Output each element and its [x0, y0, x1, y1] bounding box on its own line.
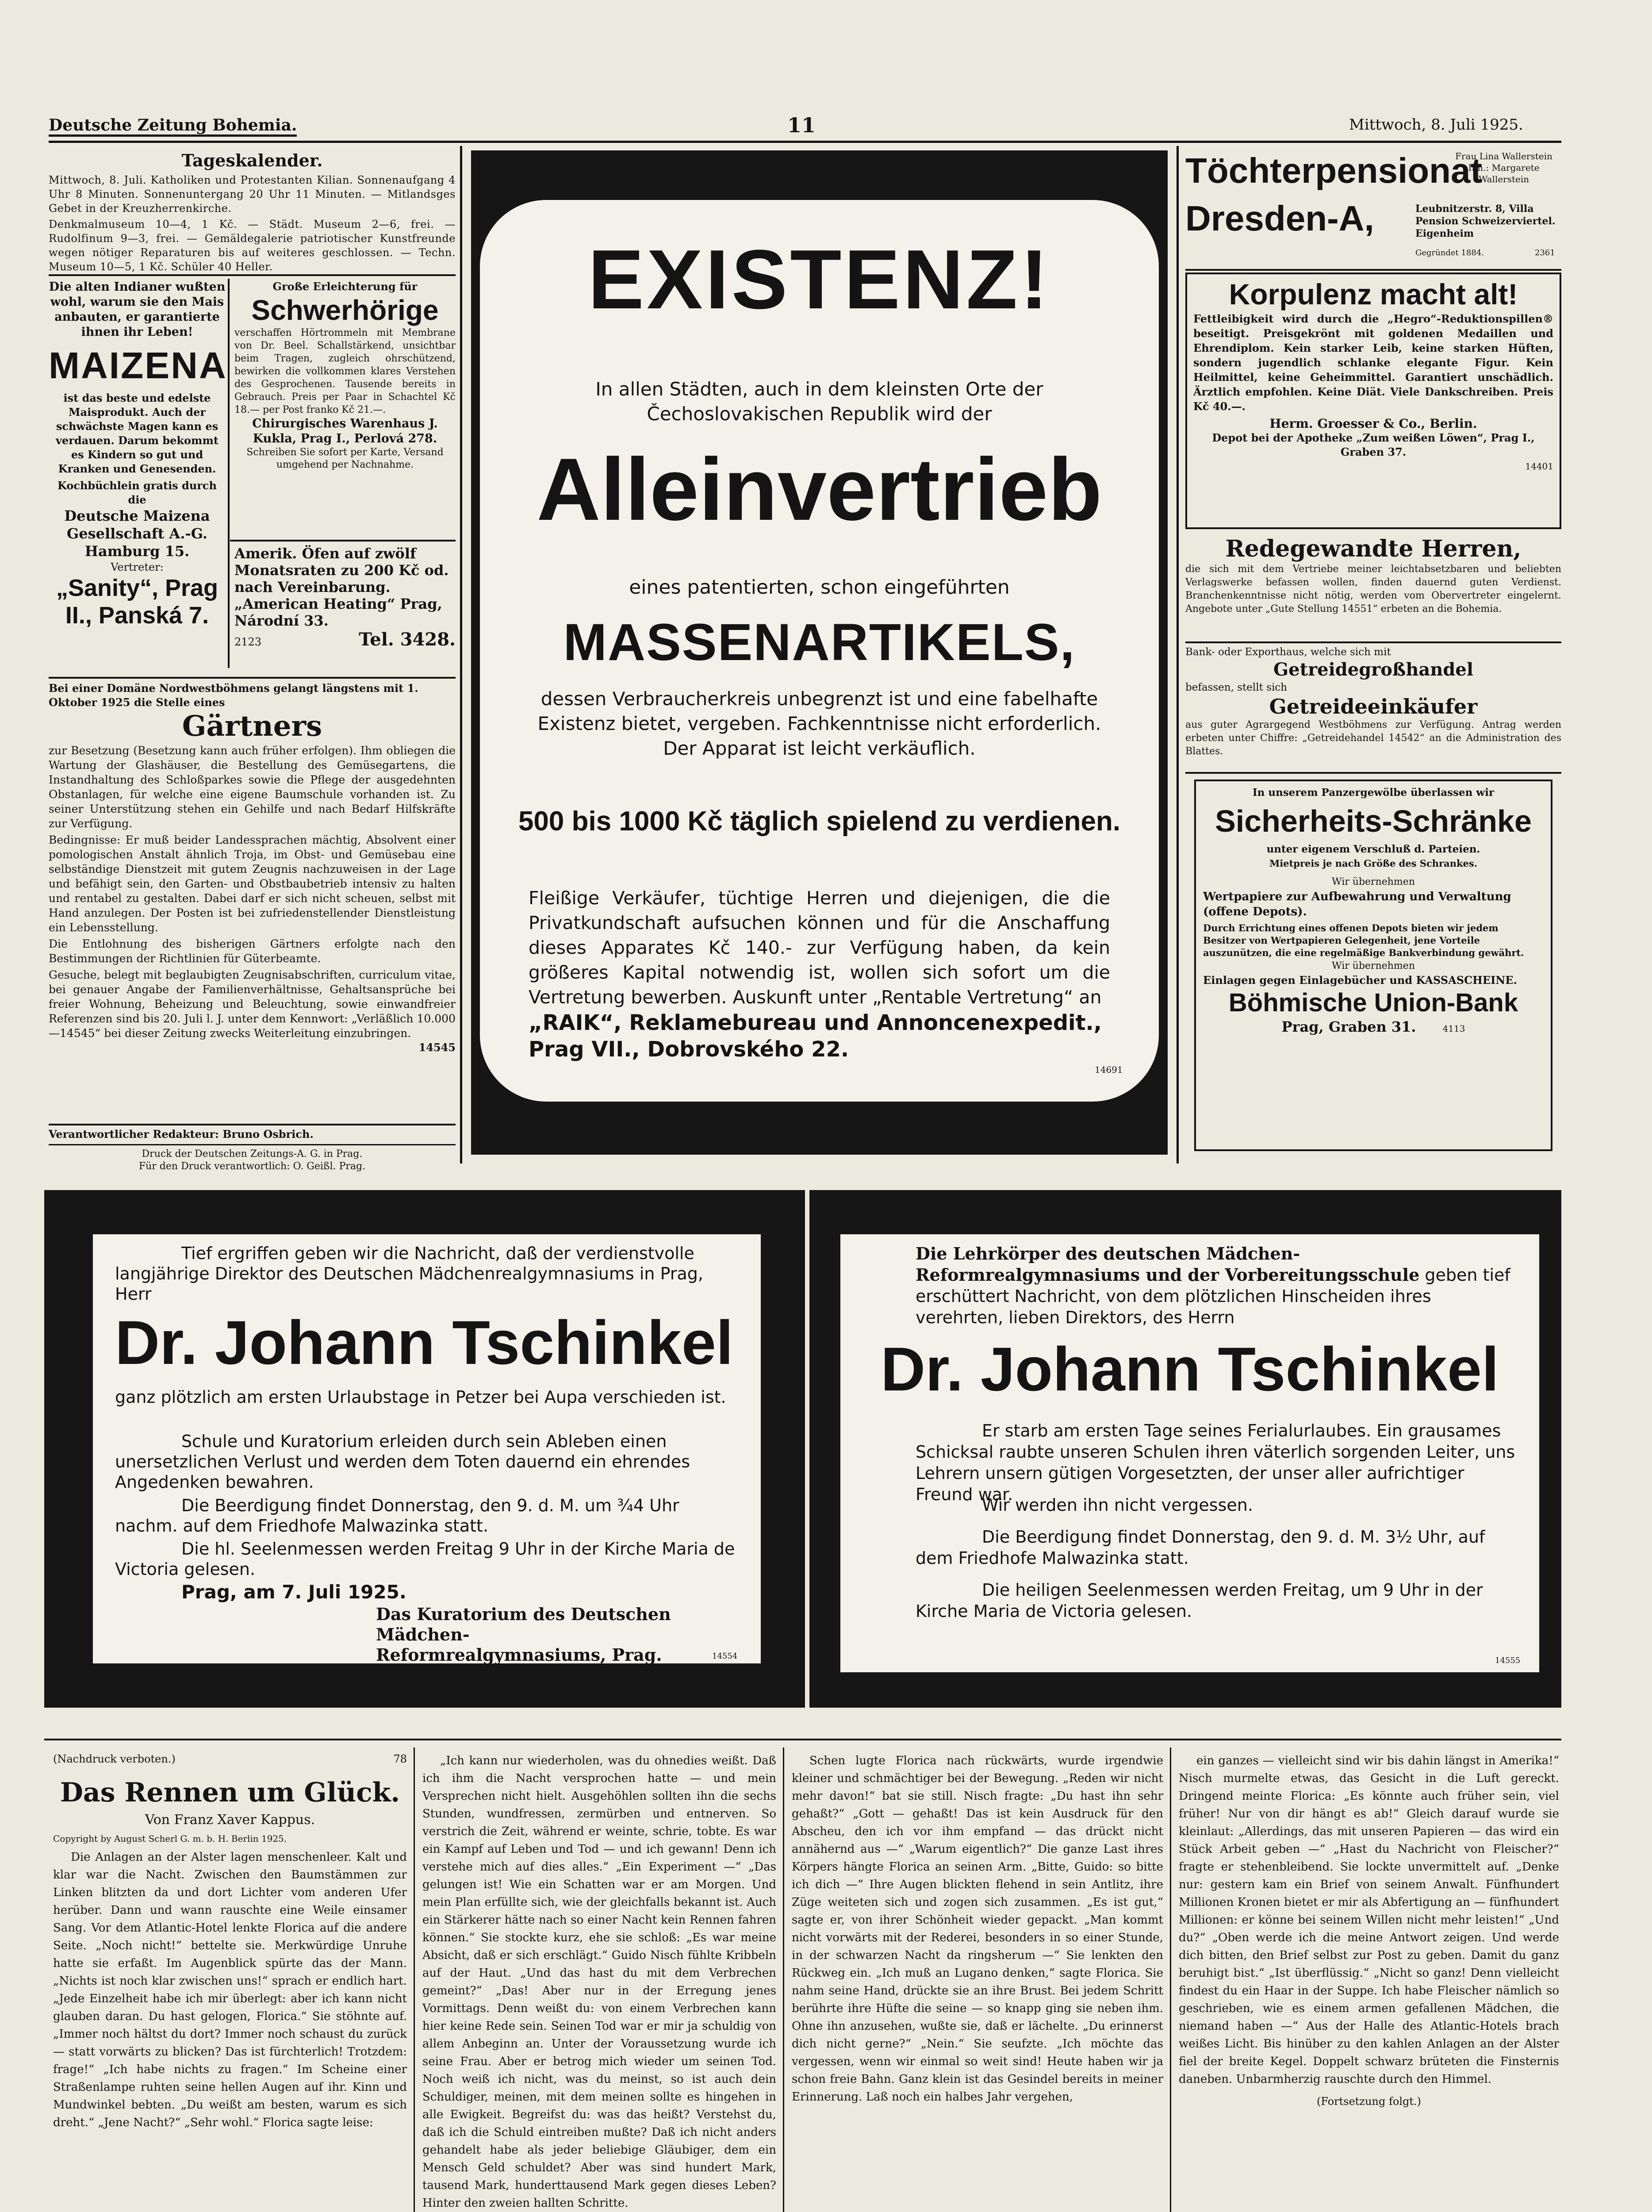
- heating-ad: [234, 545, 456, 650]
- imprint: [49, 1127, 456, 1173]
- existenz-headline: Alleinvertrieb: [537, 440, 1102, 539]
- existenz-earnings: 500 bis 1000 Kč täglich spielend zu verdienen.: [518, 806, 1121, 837]
- imprint-printer: Druck der Deutschen Zeitungs-A. G. in Prag.: [142, 1148, 363, 1160]
- maizena-vertreter: „Sanity“, Prag II., Panská 7.: [56, 575, 218, 629]
- tageskalender-title: Tageskalender.: [181, 150, 323, 170]
- schraenke-we2: Wir übernehmen: [1332, 960, 1415, 972]
- schraenke-ad: [1194, 780, 1552, 1151]
- heating-code: 2123: [234, 636, 262, 648]
- maizena-brand: MAIZENA: [49, 345, 227, 386]
- obituary-1: [93, 1234, 761, 1663]
- korpulenz-company: Herm. Groesser & Co., Berlin.: [1269, 416, 1477, 431]
- korpulenz-depot: Depot bei der Apotheke „Zum weißen Löwen“, Prag I., Graben 37.: [1212, 431, 1535, 458]
- maizena-text: ist das beste und edelste Maisprodukt. Auch der schwächste Magen kann es verdauen. Darum bekommt es Kindern so gut und Kranken und Genesenden.: [56, 392, 218, 475]
- heating-tel: Tel. 3428.: [359, 629, 456, 650]
- schraenke-text: Durch Errichtung eines offenen Depots bieten wir jedem Besitzer von Wertpapieren Gelegenheit, jene Vorteile auszunützen, die eine regelmäßige Bankverbindung gewährt.: [1203, 922, 1524, 958]
- existenz-p4: Fleißige Verkäufer, tüchtige Herren und diejenigen, die die Privatkundschaft aufsuchen können und für die Anschaffung dieses Apparates Kč 140.- zur Verfügung haben, da kein größeres Kapital notwendig ist, wollen sich sofort um die Vertretung bewerben. Auskunft unter „Rentable Vertretung“ an: [529, 887, 1110, 1008]
- obituary-1-p1: Tief ergriffen geben wir die Nachricht, daß der verdienstvolle langjährige Direktor des Deutschen Mädchenrealgymnasiums in Prag, Herr: [115, 1244, 703, 1304]
- gaertner-code: 14545: [418, 1041, 456, 1054]
- obituary-2-p4: Die Beerdigung findet Donnerstag, den 9. d. M. 3½ Uhr, auf dem Friedhofe Malwazinka statt.: [916, 1527, 1485, 1568]
- tageskalender-museums: Denkmalmuseum 10—4, 1 Kč. — Städt. Museum 2—6, frei. — Rudolfinum 9—3, frei. — Gemäldegalerie patriotischer Kunstfreunde wegen nötiger Reparaturen bis auf weiteres geschlossen. — Techn. Museum 10—5, 1 Kč. Schüler 40 Heller.: [49, 218, 456, 273]
- obituary-2-p5: Die heiligen Seelenmessen werden Freitag, um 9 Uhr in der Kirche Maria de Victoria gelesen.: [916, 1580, 1483, 1621]
- schraenke-address: Prag, Graben 31.: [1281, 1018, 1416, 1035]
- obituary-2-p2: Er starb am ersten Tage seines Ferialurlaubes. Ein grausames Schicksal raubte unseren Schulen ihren väterlich sorgenden Leiter, uns Lehrern unsern gütigen Vorgesetzten, der unser aller aufrichtiger Freund war.: [916, 1421, 1515, 1504]
- schwerhoerige-note: Schreiben Sie sofort per Karte, Versand umgehend per Nachnahme.: [246, 447, 444, 470]
- obituary-1-name: Dr. Johann Tschinkel: [115, 1308, 733, 1377]
- toechter-address: Leubnitzerstr. 8, Villa Pension Schweizerviertel. Eigenheim: [1415, 203, 1556, 239]
- obituary-1-p2: ganz plötzlich am ersten Urlaubstage in Petzer bei Aupa verschieden ist.: [115, 1387, 726, 1407]
- story-continuation: (Fortsetzung folgt.): [1317, 2095, 1421, 2108]
- existenz-p2: eines patentierten, schon eingeführten: [629, 576, 1010, 599]
- story-note: (Nachdruck verboten.): [53, 1753, 176, 1765]
- story-text-4: ein ganzes — vielleicht sind wir bis dahin längst in Amerika!“ Nisch murmelte etwas, das Gesicht in die Luft gereckt. Dringend meinte Florica: „Es könnte auch früher sein, viel früher! Nur von dir hängt es ab!“ Gleich darauf wurde sie kleinlaut: „Allerdings, das mit unseren Papieren — das wird ein Stück Arbeit geben —“ „Hast du Nachricht von Fleischer?“ fragte er stehenbleibend. Sie lockte unvermittelt auf. „Denke nur: gestern kam ein Brief von seinem Anwalt. Fünfhundert Millionen Kronen bietet er mir als Abfertigung an — fünfhundert Millionen: er könne bei seinem Willen nicht mehr leisten!“ „Und du?“ „Oben werde ich die meine Antwort zeigen. Und werde dich bitten, den Brief selbst zur Post zu geben. Damit du ganz beruhigt bist.“ „Ist überflüssig.“ „Nicht so ganz! Denn vielleicht findest du ein Haar in der Suppe. Ich habe Fleischer nämlich so geschrieben, wie es einem armen gefallenen Mädchen, die niemand haben —“ Aus der Halle des Atlantic-Hotels brach weißes Licht. Bis hinüber zu den kahlen Anlagen an der Alster fiel der breite Kegel. Doppelt schwarz brüteten die Finsternis daneben. Unbarmherzig rauschte durch den Himmel.: [1179, 1754, 1559, 2086]
- story-text-3: Schen lugte Florica nach rückwärts, wurde irgendwie kleiner und schmächtiger bei der Bewegung. „Reden wir nicht mehr davon!“ bat sie still. Nisch fragte: „Du hast ihn sehr gehaßt?“ „Gott — gehaßt! Das ist kein Ausdruck für den Abscheu, den ich vor ihm empfand — das drückt nicht annähernd aus —“ „Warum eigentlich?“ Die ganze Last ihres Körpers hängte Florica an seinen Arm. „Bitte, Guido: so bitte ich dich —“ Ihre Augen blickten flehend in sein Antlitz, ihre Züge weiteten sich und zogen sich zusammen. „Es ist gut,“ sagte er, von ihrer Schönheit wieder gepackt. „Man kommt nicht vorwärts mit der Rederei, besonders in so einer Stunde, in der schwarzen Nacht da ringsherum —“ Sie lenkten den Rückweg ein. „Ich muß an Lugano denken,“ sagte Florica. Sie nahm seine Hand, drückte sie an ihre Brust. Bei jedem Schritt berührte ihre Hüfte die seine — so knapp ging sie neben ihm. Ohne ihn anzusehen, wußte sie, daß er lächelte. „Du erinnerst dich nicht gerne?“ „Nein.“ Sie seufzte. „Ich möchte das vergessen, wenn wir einmal so weit sind! Heute haben wir ja schon freie Bahn. Ganz klein ist das Gesindel bereits in meiner Erinnerung. Laß noch ein halbes Jahr vergehen,: [792, 1754, 1163, 2104]
- story-col-3: [792, 1752, 1163, 2106]
- schraenke-we1: Wir übernehmen: [1332, 876, 1415, 887]
- obituary-2-code: 14555: [1495, 1656, 1521, 1665]
- existenz-ad: [480, 200, 1159, 1102]
- header-rule: [49, 141, 1561, 143]
- heating-text: Amerik. Öfen auf zwölf Monatsraten zu 200 Kč od. nach Vereinbarung. „American Heating“ Prag, Národní 33.: [234, 545, 449, 629]
- existenz-p3: dessen Verbraucherkreis unbegrenzt ist und eine fabelhafte Existenz bietet, vergeben. Fachkenntnisse nicht erforderlich. Der Apparat ist leicht verkäuflich.: [537, 688, 1101, 759]
- gaertner-ad: [49, 681, 456, 1055]
- obituary-2-institution: Die Lehrkörper des deutschen Mädchen-Reformrealgymnasiums und der Vorbereitungsschule: [916, 1244, 1420, 1285]
- toechter-title1: Töchterpensionat: [1185, 151, 1483, 190]
- getreide-text: aus guter Agrargegend Westböhmens zur Verfügung. Antrag werden erbeten unter Chiffre: „Getreidehandel 14542“ an die Administration des Blattes.: [1185, 719, 1561, 757]
- story-title: Das Rennen um Glück.: [60, 1777, 400, 1808]
- getreide-title1: Getreidegroßhandel: [1273, 659, 1474, 680]
- story-col-1: [53, 1752, 407, 2131]
- existenz-p1: In allen Städten, auch in dem kleinsten Orte der Čechoslovakischen Republik wird der: [595, 378, 1043, 425]
- schwerhoerige-title: Schwerhörige: [251, 294, 439, 326]
- maizena-intro: Die alten Indianer wußten wohl, warum sie den Mais anbauten, er garantierte ihnen ihr Leben!: [49, 280, 226, 339]
- story-text-1: Die Anlagen an der Alster lagen menschenleer. Kalt und klar war die Nacht. Zwischen den Baumstämmen zur Linken blitzten da und dort Lichter vom anderen Ufer herüber. Dann und wann rauschte eine Weile einsamer Sang. Vor dem Atlantic-Hotel lenkte Florica auf die andere Seite. „Noch nicht!“ bettelte sie. Merkwürdige Unruhe hatte sie erfaßt. Im Augenblick spürte das der Mann. „Nichts ist noch klar zwischen uns!“ sprach er endlich hart. „Jede Einzelheit habe ich mir überlegt: aber ich kann nicht glauben daran. Du hast gelogen, Florica.“ Sie stöhnte auf. „Immer noch hältst du dort? Immer noch schaust du zurück — statt vorwärts zu blicken? Das ist fürchterlich! Trotzdem: frage!“ „Ich habe nichts zu fragen.“ Im Scheine einer Straßenlampe ruhten seine hellen Augen auf ihr. Kinn und Mundwinkel bebten. „Du weißt am besten, warum es sich dreht.“ „Jene Nacht?“ „Sehr wohl.“ Florica sagte leise:: [53, 1851, 407, 2129]
- korpulenz-ad: [1185, 273, 1561, 529]
- tageskalender: [49, 150, 456, 274]
- tageskalender-text: Mittwoch, 8. Juli. Katholiken und Protestanten Kilian. Sonnenaufgang 4 Uhr 8 Minuten. Sonnenuntergang 20 Uhr 11 Minuten. — Mitlandsges Gebet in der Kreuzherrenkirche.: [49, 174, 456, 215]
- schraenke-service1: Wertpapiere zur Aufbewahrung und Verwaltung (offene Depots).: [1203, 890, 1511, 918]
- gaertner-p1: zur Besetzung (Besetzung kann auch früher erfolgen). Ihm obliegen die Wartung der Glashäuser, die Bestellung des Gemüsegartens, die Instandhaltung des Schloßparkes sowie die Pflege der ausgedehnten Obstanlagen, für welche eine eigene Baumschule vorhanden ist. Zu seiner Unterstützung stehen ein Gehilfe und nach Bedarf Hilfskräfte zur Verfügung.: [49, 744, 456, 830]
- story-text-2: „Ich kann nur wiederholen, was du ohnedies weißt. Daß ich ihm die Nacht versprochen hatte — und mein Versprechen nicht hielt. Ausgehöhlen sollten ihn die sechs Stunden, wundfressen, zermürben und entnerven. So verstrich die Zeit, während er weinte, schrie, tobte. Es war ein Kampf auf Leben und Tod — und ich gewann! Denn ich verstehe mich auf dies alles.“ „Ein Experiment —“ „Das gelungen ist! Wie ein Schatten war er am Morgen. Und mein Plan erfüllte sich, wie der gleichfalls bekannt ist. Auch ein Stärkerer hätte nach so einer Nacht kein Rennen fahren können.“ Sie stockte kurz, ehe sie schloß: „Es war meine Absicht, daß er sich erschlägt.“ Guido Nisch fühlte Kribbeln auf der Haut. „Und das hast du mit dem Verbrechen gemeint?“ „Das! Aber nur in der Erregung jenes Vormittags. Denn weißt du: von einem Verbrechen kann hier keine Rede sein. Seinen Tod war er mir ja schuldig von allem Anbeginn an. Unter der Voraussetzung wurde ich seine Frau. Aber er betrog mich wieder um seinen Tod. Noch weiß ich nicht, was du meinst, so ist auch dein Schuldiger, meinen, mit dem meinen sollte es hingehen in alle Ewigkeit. Begreifst du: was das heißt? Verstehst du, daß ich die Schuld eintreiben mußte? Daß ich nicht anders gehandelt habe als jeder beliebige Gläubiger, dem ein Mensch Geld schuldet? Aber was sind hundert Mark, tausend Mark, hunderttausend Mark gegen dieses Leben? Hinter den zweien hallten Schritte.: [422, 1754, 776, 2210]
- obituary-1-code: 14554: [712, 1651, 738, 1661]
- page-number: 11: [787, 113, 816, 137]
- obituary-2-p1: [916, 1243, 1522, 1328]
- toechter-ad: [1185, 150, 1561, 265]
- korpulenz-code: 14401: [1525, 461, 1553, 472]
- redegewandte-ad: [1185, 535, 1561, 616]
- story-col-2: [422, 1752, 776, 2212]
- schraenke-title: Sicherheits-Schränke: [1215, 804, 1532, 838]
- existenz-headline2: MASSENARTIKELS,: [563, 613, 1076, 672]
- obituary-1-p3: Schule und Kuratorium erleiden durch sein Ableben einen unersetzlichen Verlust und werden dem Toten dauernd ein ehrendes Angedenken bewahren.: [115, 1432, 690, 1492]
- korpulenz-text: Fettleibigkeit wird durch die „Hegro“-Reduktionspillen® beseitigt. Preisgekrönt mit goldenen Medaillen und Ehrendiplom. Kein starker Leib, keine starken Hüften, sondern jugendlich schlanke elegante Figur. Kein Heilmittel, keine Geheimmittel. Garantiert unschädlich. Ärztlich empfohlen. Keine Diät. Viele Dankschreiben. Preis Kč 40.—.: [1193, 312, 1553, 413]
- existenz-code: 14691: [1095, 1064, 1123, 1075]
- toechter-founded: Gegründet 1884.: [1415, 248, 1484, 257]
- existenz-title: EXISTENZ!: [588, 233, 1051, 326]
- schwerhoerige-text: verschaffen Hörtrommeln mit Membrane von Dr. Beel. Schallstärkend, unsichtbar beim Tragen, zugleich ohrschützend, bewirken die vollkommen klares Verstehen des Gesprochenen. Tausende bereits in Gebrauch. Preis per Paar in Schachtel Kč 18.— per Post franko Kč 21.—.: [234, 327, 456, 415]
- schraenke-sub2: Mietpreis je nach Größe des Schrankes.: [1269, 858, 1478, 869]
- schraenke-code: 4113: [1442, 1023, 1465, 1034]
- redegewandte-title: Redegewandte Herren,: [1225, 535, 1522, 562]
- story-installment: 78: [393, 1753, 407, 1765]
- obituary-1-signature: Das Kuratorium des Deutschen Mädchen-Reformrealgymnasiums, Prag.: [376, 1604, 671, 1665]
- obituary-2-name: Dr. Johann Tschinkel: [881, 1334, 1499, 1404]
- gaertner-title: Gärtners: [182, 710, 322, 743]
- schwerhoerige-intro: Große Erleichterung für: [272, 280, 418, 293]
- schraenke-bank: Böhmische Union-Bank: [1228, 988, 1518, 1017]
- schraenke-intro: In unserem Panzergewölbe überlassen wir: [1252, 787, 1495, 799]
- obituary-1-date: Prag, am 7. Juli 1925.: [181, 1581, 406, 1603]
- story-author: Von Franz Xaver Kappus.: [145, 1812, 315, 1828]
- gaertner-intro: Bei einer Domäne Nordwestböhmens gelangt längstens mit 1. Oktober 1925 die Stelle eines: [49, 682, 418, 709]
- toechter-title2: Dresden-A,: [1185, 199, 1374, 238]
- story-copyright: Copyright by August Scherl G. m. b. H. Berlin 1925.: [53, 1833, 287, 1844]
- gaertner-p2: Bedingnisse: Er muß beider Landessprachen mächtig, Absolvent einer pomologischen Anstalt ähnlich Troja, im Obst- und Gemüsebau eine selbständige Dienstzeit mit gutem Zeugnis nachzuweisen in der Lage und befähigt sein, den Garten- und Obstbaubetrieb intensiv zu halten und rentabel zu gestalten. Dabei darf er sich nicht scheuen, selbst mit Hand anzulegen. Der Posten ist bei zufriedenstellender Dienstleistung ein Lebensstellung.: [49, 833, 456, 934]
- imprint-responsible: Für den Druck verantwortlich: O. Geißl. Prag.: [138, 1161, 366, 1172]
- getreide-intro: Bank- oder Exporthaus, welche sich mit: [1185, 646, 1391, 658]
- toechter-code: 2361: [1535, 248, 1555, 257]
- story-col-4: [1179, 1752, 1559, 2108]
- obituary-2: [840, 1234, 1539, 1672]
- toechter-owner: Frau Lina Wallerstein Inh.: Margarete Wallerstein: [1455, 151, 1552, 184]
- maizena-company: Deutsche Maizena Gesellschaft A.-G. Hamburg 15.: [64, 507, 210, 560]
- obituary-1-p4: Die Beerdigung findet Donnerstag, den 9. d. M. um ¾4 Uhr nachm. auf dem Friedhofe Malwazinka statt.: [115, 1496, 679, 1536]
- redegewandte-text: die sich mit dem Vertriebe meiner leichtabsetzbaren und beliebten Verlagswerke befassen wollen, finden dauernd guten Verdienst. Branchenkenntnisse nicht nötig, werden vom Obervertreter eingelernt. Angebote unter „Gute Stellung 14551“ erbeten an die Bohemia.: [1185, 564, 1561, 614]
- issue-date: Mittwoch, 8. Juli 1925.: [1349, 116, 1523, 134]
- getreide-title2: Getreideeinkäufer: [1269, 695, 1478, 718]
- obituary-2-p1-text: geben tief erschüttert Nachricht, von dem plötzlichen Hinscheiden ihres verehrten, lieben Direktors, des Herrn: [916, 1265, 1510, 1327]
- getreide-ad: [1185, 645, 1561, 758]
- masthead: Deutsche Zeitung Bohemia.: [49, 116, 297, 137]
- maizena-vertreter-label: Vertreter:: [111, 561, 164, 573]
- gaertner-p4: Gesuche, belegt mit beglaubigten Zeugnisabschriften, curriculum vitae, bei genauer Angabe der Familienverhältnisse, Gehaltsansprüche bei freier Wohnung, Beheizung und Beleuchtung, sowie einwandfreier Referenzen sind bis 20. Juli l. J. unter dem Kennwort: „Verläßlich 10.000—14545“ bei dieser Zeitung zwecks Weiterleitung einzubringen.: [49, 968, 456, 1040]
- schraenke-service2: Einlagen gegen Einlagebücher und KASSASCHEINE.: [1203, 974, 1517, 987]
- maizena-ad: [49, 280, 226, 678]
- obituary-2-p3: Wir werden ihn nicht vergessen.: [982, 1495, 1253, 1515]
- obituary-1-p5: Die hl. Seelenmessen werden Freitag 9 Uhr in der Kirche Maria de Victoria gelesen.: [115, 1539, 735, 1579]
- existenz-contact: „RAIK“, Reklamebureau und Annoncenexpedit., Prag VII., Dobrovského 22.: [529, 1010, 1102, 1062]
- schwerhoerige-seller: Chirurgisches Warenhaus J. Kukla, Prag I., Perlová 278.: [252, 417, 438, 445]
- imprint-editor: Verantwortlicher Redakteur: Bruno Osbrich.: [49, 1128, 314, 1141]
- maizena-cookbook: Kochbüchlein gratis durch die: [57, 479, 217, 506]
- korpulenz-title: Korpulenz macht alt!: [1229, 278, 1518, 311]
- gaertner-p3: Die Entlohnung des bisherigen Gärtners erfolgte nach den Bestimmungen der Richtlinien für Güterbeamte.: [49, 937, 456, 965]
- schraenke-sub1: unter eigenem Verschluß d. Parteien.: [1266, 843, 1480, 855]
- schwerhoerige-ad: [234, 280, 456, 471]
- getreide-mid: befassen, stellt sich: [1185, 682, 1287, 693]
